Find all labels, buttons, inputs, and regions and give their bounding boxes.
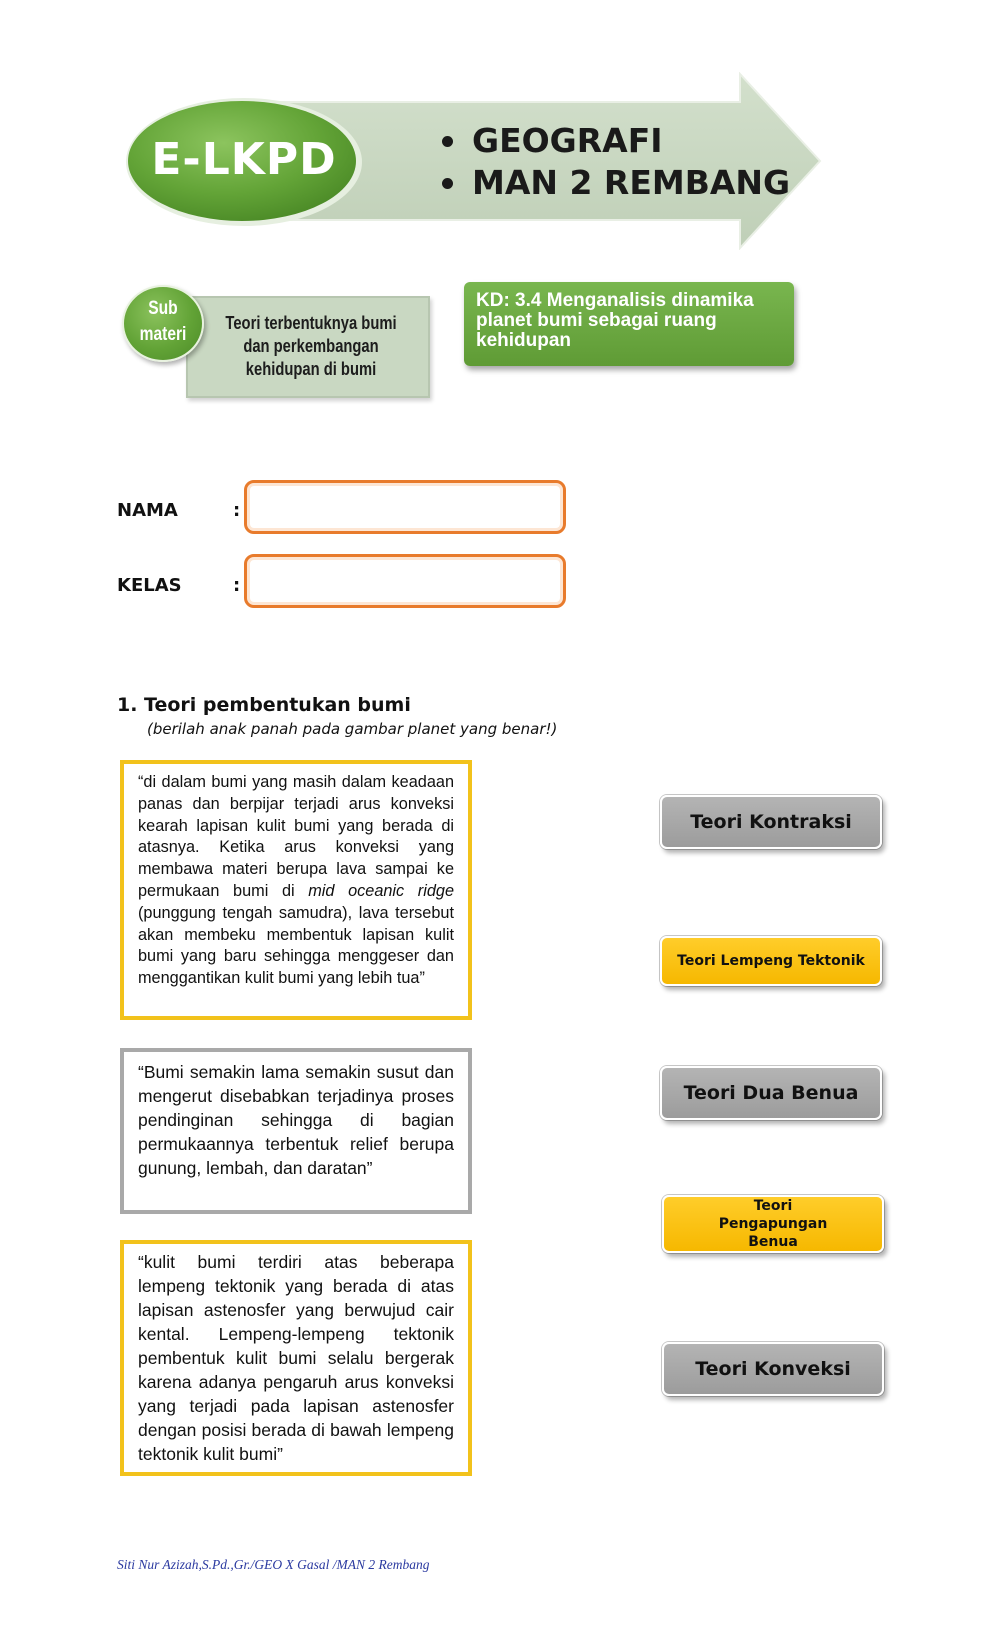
nama-colon: :: [233, 500, 241, 521]
kd-text: KD: 3.4 Menganalisis dinamika planet bumi sebagai ruang kehidupan: [476, 290, 754, 351]
elkpd-badge: E-LKPD: [151, 134, 337, 185]
sub-materi-text: Teori terbentuknya bumi dan perkembangan kehidupan di bumi: [225, 313, 397, 379]
sub-materi-box: [186, 296, 430, 398]
theory-dua-benua-button[interactable]: Teori Dua Benua: [660, 1066, 882, 1120]
question-hint: (berilah anak panah pada gambar planet yang benar!): [147, 720, 558, 738]
question-title: 1. Teori pembentukan bumi: [117, 694, 411, 716]
sub-materi-label: Sub materi: [139, 298, 187, 345]
kelas-colon: :: [233, 575, 241, 596]
kelas-input[interactable]: [244, 554, 566, 608]
quote-text: (punggung tengah samudra), lava tersebut akan membeku membentuk lapisan kulit bumi yang baru sehingga menggeser dan menggantikan kulit bumi yang lebih tua”: [138, 903, 454, 988]
theory-pengapungan-benua-button[interactable]: Teori Pengapungan Benua: [662, 1195, 884, 1253]
subject-bullet: GEOGRAFI: [438, 120, 790, 162]
quote-box-lempeng[interactable]: [120, 1240, 472, 1476]
banner-bullet-list: [438, 120, 790, 204]
theory-kontraksi-button[interactable]: Teori Kontraksi: [660, 795, 882, 849]
quote-box-kontraksi[interactable]: [120, 1048, 472, 1214]
kd-box: [464, 282, 794, 366]
quote-text: “di dalam bumi yang masih dalam keadaan panas dan berpijar terjadi arus konveksi kearah lapisan kulit bumi yang berada di atasnya. Ketika arus konveksi yang membawa materi berupa lava sampai ke permukaan bumi di: [138, 773, 454, 900]
nama-input[interactable]: [244, 480, 566, 534]
header-banner: [120, 72, 860, 250]
kelas-label: KELAS: [117, 575, 182, 596]
quote-box-konveksi[interactable]: [120, 760, 472, 1020]
theory-lempeng-tektonik-button[interactable]: Teori Lempeng Tektonik: [660, 936, 882, 986]
nama-label: NAMA: [117, 500, 178, 521]
quote-italic-term: mid oceanic ridge: [308, 881, 454, 900]
quote-text: “Bumi semakin lama semakin susut dan mengerut disebabkan terjadinya proses pendinginan sehingga di bagian permukaannya terbentuk relief berupa gunung, lembah, dan daratan”: [138, 1062, 454, 1178]
school-bullet: MAN 2 REMBANG: [438, 162, 790, 204]
sub-materi-badge: [122, 285, 204, 362]
quote-text: “kulit bumi terdiri atas beberapa lempeng tektonik yang berada di atas lapisan astenosfer yang berwujud cair kental. Lempeng-lempeng tektonik pembentuk kulit bumi selalu bergerak karena adanya pengaruh arus konveksi yang terjadi pada lapisan astenosfer dengan posisi berada di bawah lempeng tektonik kulit bumi”: [138, 1252, 454, 1464]
theory-konveksi-button[interactable]: Teori Konveksi: [662, 1342, 884, 1396]
footer-credit: Siti Nur Azizah,S.Pd.,Gr./GEO X Gasal /MAN 2 Rembang: [117, 1557, 430, 1572]
